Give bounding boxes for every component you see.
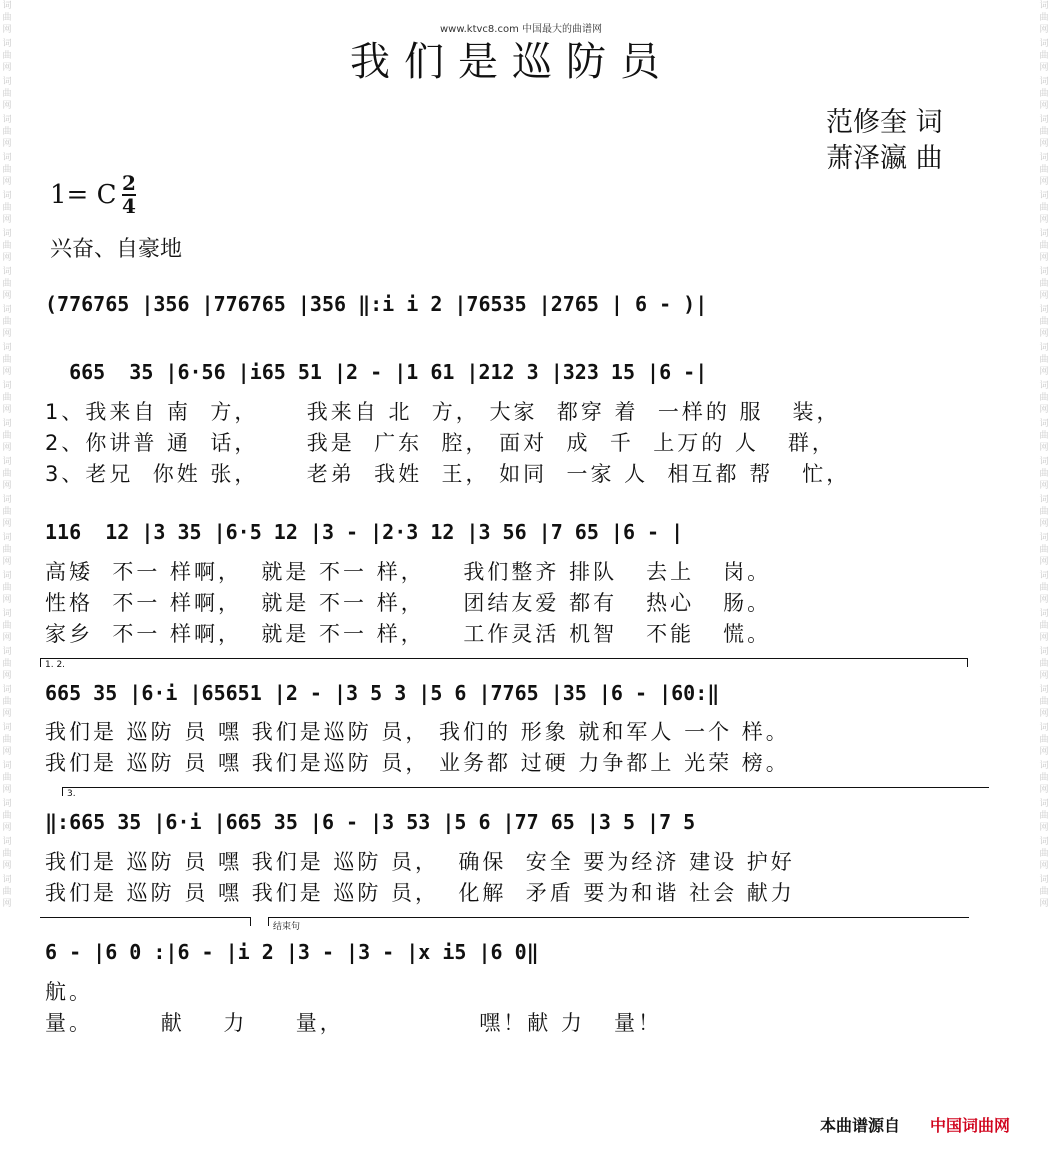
lyric-line: 量。 献 力 量， 嘿！献 力 量！: [45, 1011, 662, 1035]
lyric-line: 3、老兄 你姓 张， 老弟 我姓 王， 如同 一家 人 相互都 帮 忙，: [45, 462, 851, 486]
side-watermark-right: 词曲网 词曲网 词曲网 词曲网 词曲网 词曲网 词曲网 词曲网 词曲网 词曲网 词曲网 词曲网 词曲网 词曲网 词曲网 词曲网 词曲网 词曲网 词曲网 词曲网 词曲网 词曲网 词曲网 词曲网: [1039, 1, 1049, 909]
volta-bracket-3: 3.: [62, 787, 989, 796]
top-watermark: www.ktvc8.com 中国最大的曲谱网: [440, 24, 603, 35]
notation-row-5: ‖:665 35 |6·i |665 35 |6 - |3 53 |5 6 |77 65 |3 5 |7 5: [45, 810, 696, 834]
lyric-line: 1、我来自 南 方， 我来自 北 方， 大家 都穿 着 一样的 服 装，: [45, 400, 841, 424]
lyric-line: 我们是 巡防 员 嘿 我们是巡防 员， 业务都 过硬 力争都上 光荣 榜。: [45, 751, 790, 775]
site-name-link[interactable]: 中国词曲网: [930, 1116, 1011, 1135]
notation-row-4: 665 35 |6·i |65651 |2 - |3 5 3 |5 6 |7765 |35 |6 - |60:‖: [45, 681, 720, 705]
notation-row-6: 6 - |6 0 :|6 - |i 2 |3 - |3 - |x i5 |6 0‖: [45, 940, 539, 964]
lyricist-credit: 范修奎 词: [826, 107, 943, 138]
lyric-line: 2、你讲普 通 话， 我是 广东 腔， 面对 成 千 上万的 人 群，: [45, 431, 836, 455]
volta-bracket-3-end: [40, 917, 251, 926]
time-signature-bottom: 4: [122, 194, 136, 218]
volta-bracket-1-2: 1. 2.: [40, 658, 968, 667]
time-signature: [122, 173, 136, 217]
volta-bracket-ending: 结束句: [268, 917, 969, 926]
tempo-marking: 兴奋、自豪地: [50, 237, 183, 262]
side-watermark-left: 词曲网 词曲网 词曲网 词曲网 词曲网 词曲网 词曲网 词曲网 词曲网 词曲网 词曲网 词曲网 词曲网 词曲网 词曲网 词曲网 词曲网 词曲网 词曲网 词曲网 词曲网 词曲网 词曲网 词曲网: [2, 1, 12, 909]
lyric-line: 高矮 不一 样啊， 就是 不一 样， 我们整齐 排队 去上 岗。: [45, 560, 772, 584]
lyric-line: 性格 不一 样啊， 就是 不一 样， 团结友爱 都有 热心 肠。: [45, 591, 772, 615]
notation-row-1: (776765 |356 |776765 |356 ‖:i i 2 |76535 |2765 | 6 - )|: [45, 292, 708, 316]
time-signature-top: 2: [122, 171, 136, 195]
notation-row-3: 116 12 |3 35 |6·5 12 |3 - |2·3 12 |3 56 |7 65 |6 - |: [45, 520, 684, 544]
source-label: 本曲谱源自: [820, 1116, 901, 1135]
composer-credit: 萧泽瀛 曲: [826, 143, 943, 174]
lyric-line: 我们是 巡防 员 嘿 我们是 巡防 员， 化解 矛盾 要为和谐 社会 献力: [45, 881, 795, 905]
lyric-line: 我们是 巡防 员 嘿 我们是 巡防 员， 确保 安全 要为经济 建设 护好: [45, 850, 795, 874]
notation-row-2: 665 35 |6·56 |i65 51 |2 - |1 61 |212 3 |323 15 |6 -|: [45, 360, 708, 384]
song-title: 我们是巡防员: [350, 39, 674, 85]
lyric-line: 航。: [45, 980, 93, 1004]
lyric-line: 家乡 不一 样啊， 就是 不一 样， 工作灵活 机智 不能 慌。: [45, 622, 772, 646]
lyric-line: 我们是 巡防 员 嘿 我们是巡防 员， 我们的 形象 就和军人 一个 样。: [45, 720, 790, 744]
key-signature: 1= C: [50, 180, 117, 210]
